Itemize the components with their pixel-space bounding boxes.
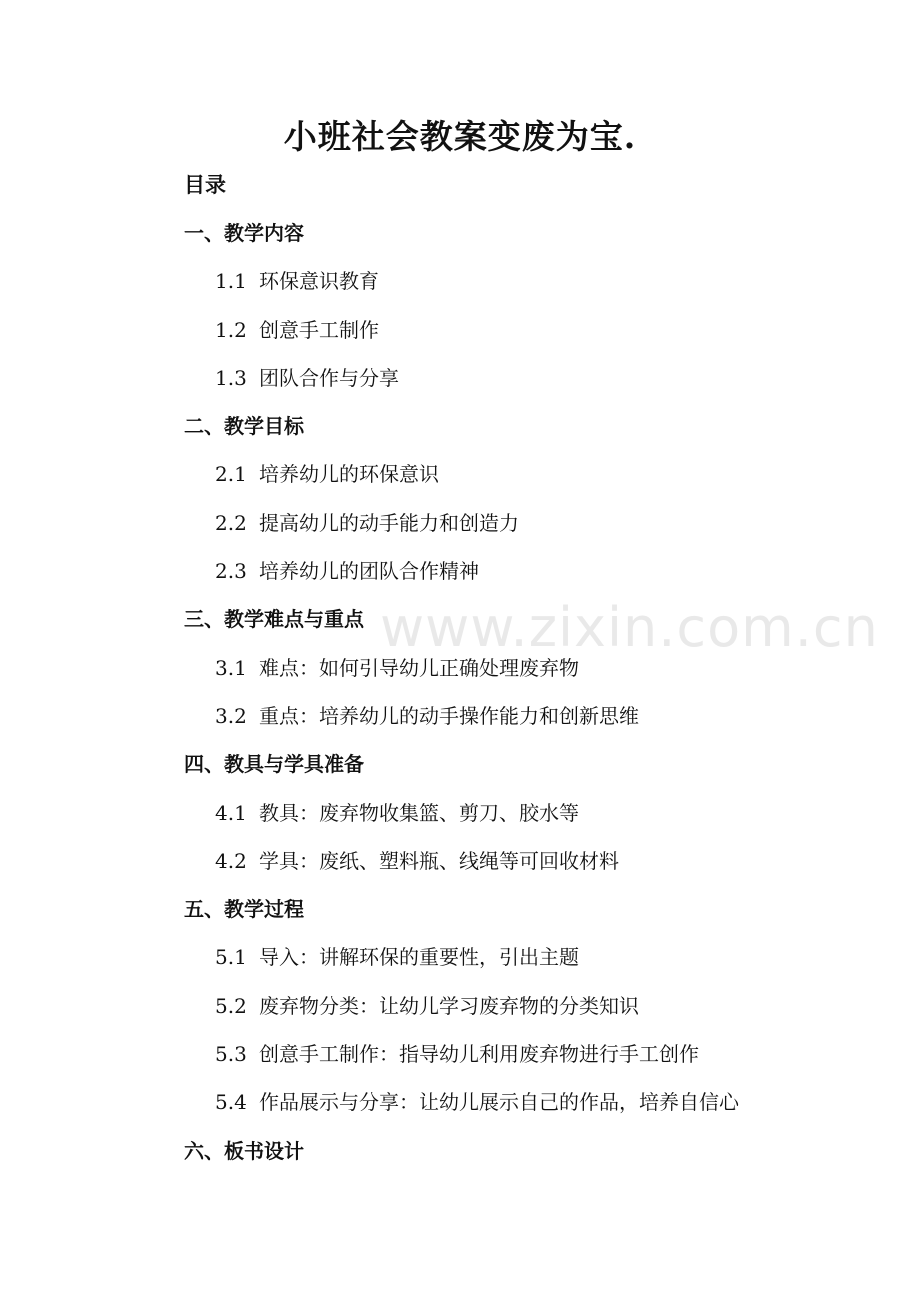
section-title: 一、教学内容 bbox=[184, 221, 304, 245]
toc-section bbox=[184, 218, 864, 411]
item-number: 1.3 bbox=[215, 365, 247, 390]
toc-item bbox=[184, 363, 864, 411]
item-number: 5.1 bbox=[215, 945, 247, 970]
section-title: 三、教学难点与重点 bbox=[184, 607, 364, 632]
watermark: www.zixin.com.cn bbox=[380, 596, 879, 659]
item-number: 4.1 bbox=[215, 800, 247, 825]
toc-section bbox=[184, 411, 864, 604]
item-number: 4.2 bbox=[215, 848, 247, 873]
item-text: 团队合作与分享 bbox=[259, 365, 399, 390]
item-text: 提高幼儿的动手能力和创造力 bbox=[259, 510, 519, 535]
item-text: 环保意识教育 bbox=[259, 269, 379, 294]
item-text: 教具：废弃物收集篮、剪刀、胶水等 bbox=[259, 800, 579, 825]
toc-item bbox=[184, 701, 864, 749]
item-text: 难点：如何引导幼儿正确处理废弃物 bbox=[259, 655, 579, 680]
toc-section bbox=[184, 1136, 864, 1184]
item-text: 学具：废纸、塑料瓶、线绳等可回收材料 bbox=[259, 848, 619, 873]
item-text: 作品展示与分享：让幼儿展示自己的作品，培养自信心 bbox=[259, 1090, 739, 1115]
item-text: 培养幼儿的环保意识 bbox=[259, 462, 439, 487]
item-number: 3.2 bbox=[215, 703, 247, 728]
item-number: 1.2 bbox=[215, 317, 247, 342]
section-title: 六、板书设计 bbox=[184, 1138, 304, 1163]
document-title: 小班社会教案变废为宝. bbox=[283, 117, 637, 156]
item-number: 5.2 bbox=[215, 993, 247, 1018]
toc-section bbox=[184, 749, 864, 894]
section-title: 四、教具与学具准备 bbox=[184, 752, 364, 777]
item-number: 5.3 bbox=[215, 1042, 247, 1067]
item-text: 培养幼儿的团队合作精神 bbox=[259, 559, 479, 584]
toc-item bbox=[184, 942, 864, 990]
item-text: 导入：讲解环保的重要性，引出主题 bbox=[259, 945, 579, 970]
toc-item bbox=[184, 315, 864, 363]
item-text: 创意手工制作：指导幼儿利用废弃物进行手工创作 bbox=[259, 1042, 699, 1067]
toc-item bbox=[184, 991, 864, 1039]
toc-item bbox=[184, 1087, 864, 1135]
toc-item bbox=[184, 653, 864, 701]
section-title: 二、教学目标 bbox=[184, 414, 304, 439]
toc-item bbox=[184, 459, 864, 507]
item-number: 5.4 bbox=[215, 1090, 247, 1115]
item-number: 3.1 bbox=[215, 655, 247, 680]
toc-item bbox=[184, 1039, 864, 1087]
item-number: 2.1 bbox=[215, 462, 247, 487]
toc-item bbox=[184, 508, 864, 556]
item-text: 废弃物分类：让幼儿学习废弃物的分类知识 bbox=[259, 993, 639, 1018]
item-number: 1.1 bbox=[215, 269, 247, 294]
toc-section bbox=[184, 604, 864, 749]
item-text: 创意手工制作 bbox=[259, 317, 379, 342]
toc-item bbox=[184, 266, 864, 314]
item-text: 重点：培养幼儿的动手操作能力和创新思维 bbox=[259, 703, 639, 728]
toc-item bbox=[184, 798, 864, 846]
item-number: 2.2 bbox=[215, 510, 247, 535]
toc-item bbox=[184, 846, 864, 894]
toc-heading: 目录 bbox=[184, 172, 226, 197]
item-number: 2.3 bbox=[215, 559, 247, 584]
toc-item bbox=[184, 556, 864, 604]
toc-section bbox=[184, 894, 864, 1135]
table-of-contents bbox=[184, 218, 864, 1184]
section-title: 五、教学过程 bbox=[184, 897, 304, 922]
